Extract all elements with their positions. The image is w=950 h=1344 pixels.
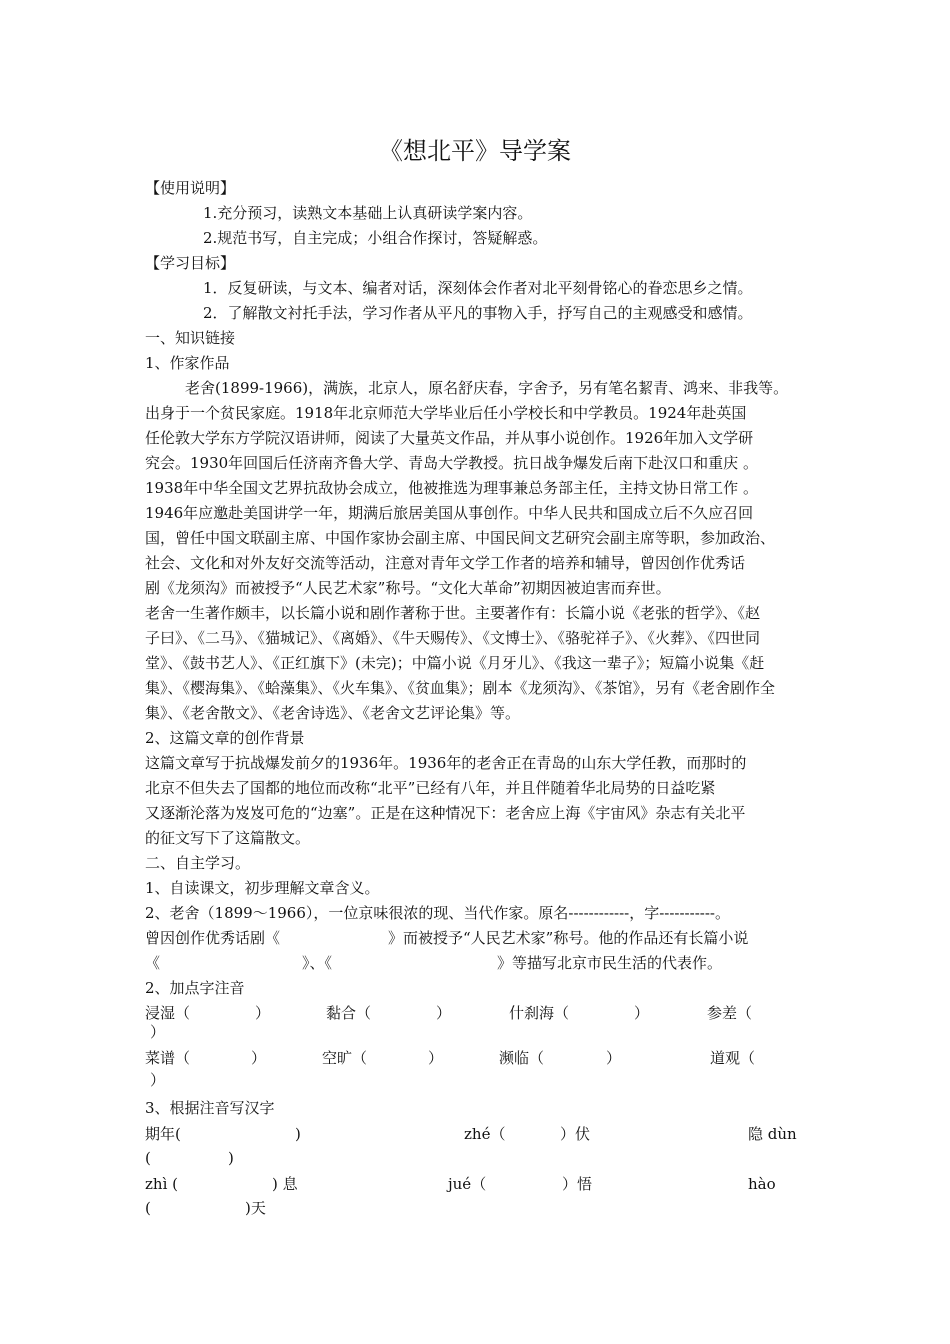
goals-item-2: 2．了解散文衬托手法，学习作者从平凡的事物入手，抒写自己的主观感受和感情。 — [203, 304, 753, 322]
hanzi-blank-close: ) — [228, 1149, 234, 1167]
hanzi-blank-close: ）伏 — [560, 1125, 591, 1143]
pinyin-blank-close: ） — [428, 1049, 444, 1067]
bio-line: 1946年应邀赴美国讲学一年，期满后旅居美国从事创作。中华人民共和国成立后不久应召回 — [145, 504, 754, 522]
question-2-line-3b: 》、《 — [302, 954, 333, 972]
background-line: 这篇文章写于抗战爆发前夕的1936年。1936年的老舍正在青岛的山东大学任教，而那时的 — [145, 754, 747, 772]
pinyin-item: 参差（ — [707, 1004, 753, 1022]
pinyin-blank-close: ） — [150, 1023, 166, 1041]
works-line: 集》、《老舍散文》、《老舍诗选》、《老舍文艺评论集》等。 — [145, 704, 521, 722]
works-line: 子曰》、《二马》、《猫城记》、《离婚》、《牛天赐传》、《文博士》、《骆驼祥子》、《火葬》、《四世同 — [145, 629, 761, 647]
bio-line: 1938年中华全国文艺界抗敌协会成立，他被推选为理事兼总务部主任，主持文协日常工作 。 — [145, 479, 758, 497]
section-self-study-heading: 二、自主学习。 — [145, 854, 251, 872]
hanzi-item: 隐 dùn — [748, 1125, 797, 1143]
usage-item-1: 1.充分预习，读熟文本基础上认真研读学案内容。 — [203, 204, 533, 222]
hanzi-item: jué（ — [448, 1175, 487, 1193]
pinyin-item: 道观（ — [710, 1049, 756, 1067]
pinyin-item: 空旷（ — [322, 1049, 368, 1067]
question-2-line-1: 2、老舍（1899～1966），一位京味很浓的现、当代作家。原名------------，字-----------。 — [145, 904, 730, 922]
question-2-line-3a: 《 — [145, 954, 161, 972]
subsection-author-works: 1、作家作品 — [145, 354, 230, 372]
question-pinyin-heading: 2、加点字注音 — [145, 979, 245, 997]
bio-line: 老舍(1899-1966)，满族，北京人，原名舒庆春，字舍予，另有笔名絜青、鸿来、非我等。 — [185, 379, 789, 397]
bio-line: 剧《龙须沟》而被授予“人民艺术家”称号。“文化大革命”初期因被迫害而弃世。 — [145, 579, 671, 597]
hanzi-item: hào — [748, 1175, 776, 1193]
pinyin-item: 濒临（ — [499, 1049, 545, 1067]
question-1: 1、自读课文，初步理解文章含义。 — [145, 879, 380, 897]
hanzi-blank-close: ）悟 — [562, 1175, 593, 1193]
goals-item-1: 1．反复研读，与文本、编者对话，深刻体会作者对北平刻骨铭心的眷恋思乡之情。 — [203, 279, 753, 297]
subsection-background: 2、这篇文章的创作背景 — [145, 729, 305, 747]
pinyin-item: 什刹海（ — [509, 1004, 570, 1022]
pinyin-item: 菜谱（ — [145, 1049, 191, 1067]
hanzi-item: 期年( — [145, 1125, 181, 1143]
section-knowledge-heading: 一、知识链接 — [145, 329, 236, 347]
background-line: 的征文写下了这篇散文。 — [145, 829, 311, 847]
goals-heading: 【学习目标】 — [145, 254, 236, 272]
background-line: 北京不但失去了国都的地位而改称“北平”已经有八年，并且伴随着华北局势的日益吃紧 — [145, 779, 716, 797]
works-line: 老舍一生著作颇丰，以长篇小说和剧作著称于世。主要著作有：长篇小说《老张的哲学》、《赵 — [145, 604, 761, 622]
pinyin-blank-close: ） — [436, 1004, 452, 1022]
hanzi-blank-close: ) — [295, 1125, 301, 1143]
bio-line: 究会。1930年回国后任济南齐鲁大学、青岛大学教授。抗日战争爆发后南下赴汉口和重庆 。 — [145, 454, 758, 472]
pinyin-blank-close: ） — [150, 1071, 166, 1089]
works-line: 集》、《樱海集》、《蛤藻集》、《火车集》、《贫血集》；剧本《龙须沟》、《茶馆》，另有《老舍剧作全 — [145, 679, 776, 697]
pinyin-blank-close: ） — [606, 1049, 622, 1067]
bio-line: 国，曾任中国文联副主席、中国作家协会副主席、中国民间文艺研究会副主席等职，参加政治、 — [145, 529, 776, 547]
hanzi-item: zhì ( — [145, 1175, 178, 1193]
hanzi-blank-close: )天 — [245, 1199, 266, 1217]
question-hanzi-heading: 3、根据注音写汉字 — [145, 1099, 275, 1117]
works-line: 堂》、《鼓书艺人》、《正红旗下》(未完)；中篇小说《月牙儿》、《我这一辈子》；短篇小说集《赶 — [145, 654, 765, 672]
pinyin-item: 黏合（ — [326, 1004, 372, 1022]
pinyin-blank-close: ） — [255, 1004, 271, 1022]
question-2-line-2a: 曾因创作优秀话剧《 — [145, 929, 281, 947]
background-line: 又逐渐沦落为岌岌可危的“边塞”。正是在这种情况下：老舍应上海《宇宙风》杂志有关北平 — [145, 804, 746, 822]
bio-line: 任伦敦大学东方学院汉语讲师，阅读了大量英文作品，并从事小说创作。1926年加入文学研 — [145, 429, 754, 447]
question-2-line-3c: 》等描写北京市民生活的代表作。 — [497, 954, 723, 972]
bio-line: 出身于一个贫民家庭。1918年北京师范大学毕业后任小学校长和中学教员。1924年赴英国 — [145, 404, 747, 422]
pinyin-blank-close: ） — [251, 1049, 267, 1067]
pinyin-item: 浸湿（ — [145, 1004, 191, 1022]
pinyin-blank-close: ） — [634, 1004, 650, 1022]
usage-item-2: 2.规范书写，自主完成；小组合作探讨，答疑解惑。 — [203, 229, 548, 247]
bio-line: 社会、文化和对外友好交流等活动，注意对青年文学工作者的培养和辅导，曾因创作优秀话 — [145, 554, 746, 572]
hanzi-blank-open: ( — [145, 1149, 151, 1167]
usage-heading: 【使用说明】 — [145, 179, 236, 197]
hanzi-blank-open: ( — [145, 1199, 151, 1217]
page-title: 《想北平》导学案 — [379, 137, 571, 165]
question-2-line-2b: 》而被授予“人民艺术家”称号。他的作品还有长篇小说 — [388, 929, 749, 947]
hanzi-item: zhé（ — [464, 1125, 506, 1143]
hanzi-blank-close: ) 息 — [272, 1175, 298, 1193]
